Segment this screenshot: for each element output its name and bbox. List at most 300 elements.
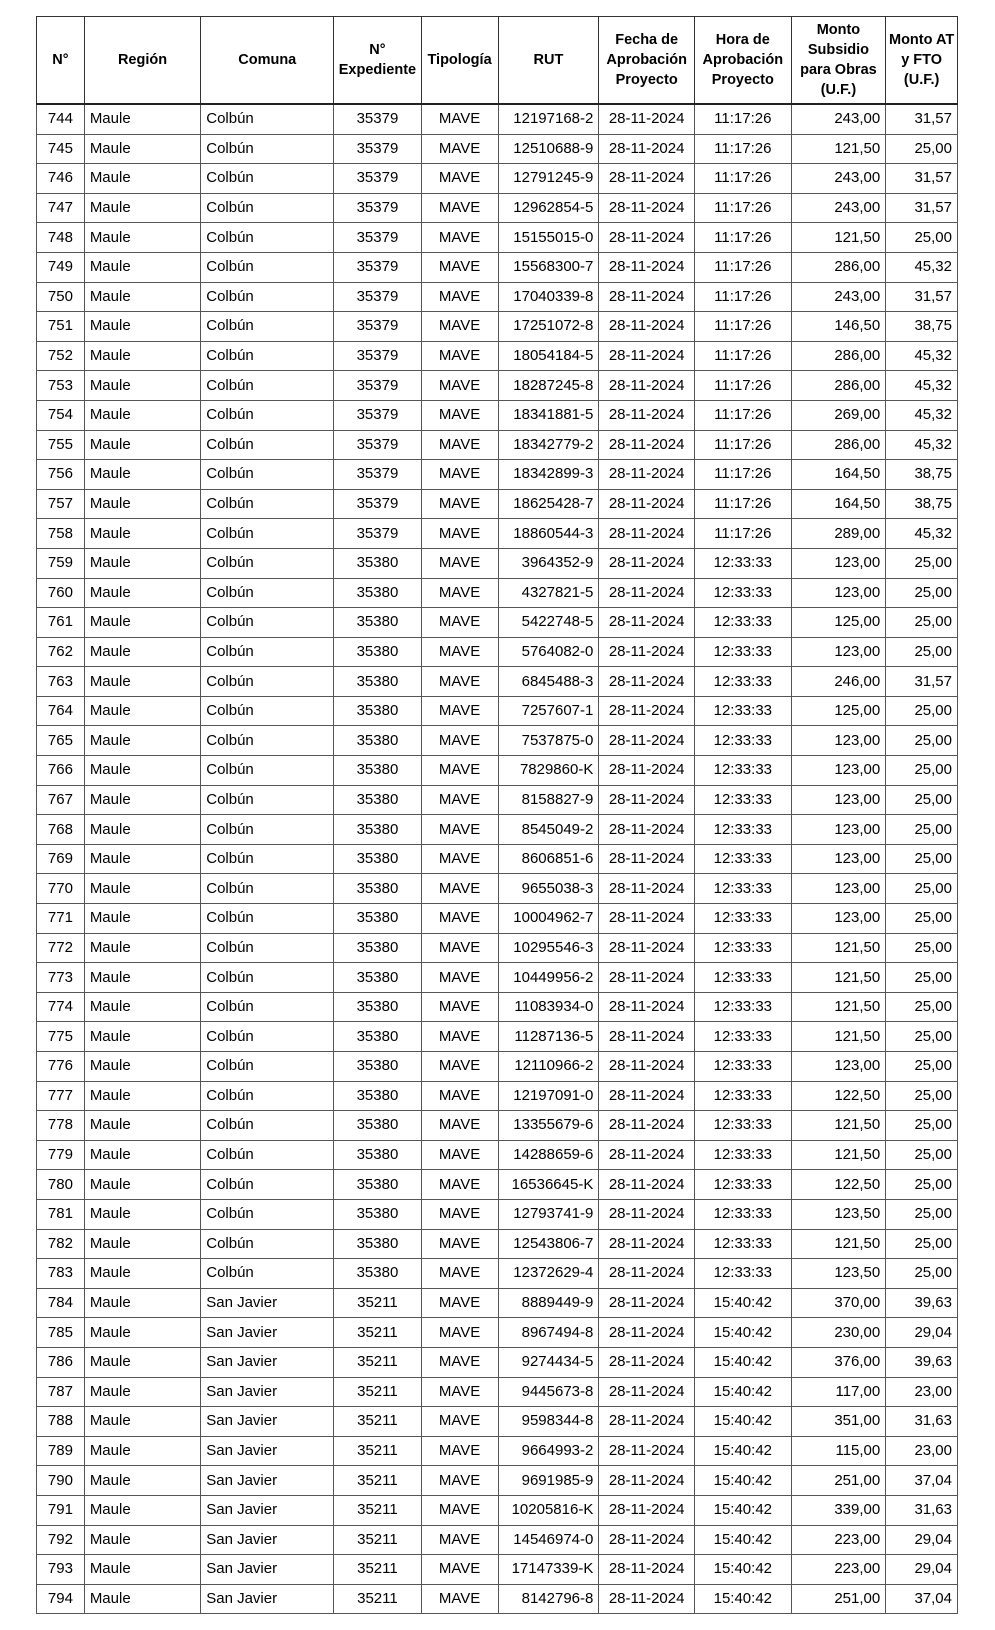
cell-numero: 790 (37, 1466, 85, 1496)
cell-comuna: Colbún (201, 430, 334, 460)
cell-tipologia: MAVE (421, 1111, 498, 1141)
cell-rut: 7829860-K (498, 756, 599, 786)
cell-hora: 12:33:33 (694, 815, 791, 845)
cell-hora: 12:33:33 (694, 608, 791, 638)
cell-monto-obras: 121,50 (791, 992, 886, 1022)
cell-tipologia: MAVE (421, 1288, 498, 1318)
cell-monto-obras: 123,00 (791, 756, 886, 786)
cell-monto-at: 39,63 (886, 1347, 958, 1377)
cell-hora: 12:33:33 (694, 933, 791, 963)
cell-tipologia: MAVE (421, 1436, 498, 1466)
table-row (37, 193, 958, 223)
cell-tipologia: MAVE (421, 1229, 498, 1259)
cell-fecha: 28-11-2024 (599, 667, 695, 697)
table-row (37, 1140, 958, 1170)
cell-tipologia: MAVE (421, 1407, 498, 1437)
cell-monto-at: 45,32 (886, 341, 958, 371)
table-row (37, 578, 958, 608)
cell-monto-obras: 125,00 (791, 608, 886, 638)
cell-rut: 18054184-5 (498, 341, 599, 371)
cell-monto-obras: 164,50 (791, 460, 886, 490)
cell-rut: 5422748-5 (498, 608, 599, 638)
cell-numero: 786 (37, 1347, 85, 1377)
cell-numero: 791 (37, 1495, 85, 1525)
cell-fecha: 28-11-2024 (599, 1347, 695, 1377)
cell-tipologia: MAVE (421, 726, 498, 756)
cell-numero: 758 (37, 519, 85, 549)
table-row (37, 223, 958, 253)
table-row (37, 874, 958, 904)
cell-expediente: 35380 (334, 785, 421, 815)
cell-monto-obras: 230,00 (791, 1318, 886, 1348)
table-row (37, 785, 958, 815)
cell-comuna: Colbún (201, 815, 334, 845)
cell-monto-at: 25,00 (886, 1052, 958, 1082)
cell-comuna: Colbún (201, 992, 334, 1022)
table-row (37, 252, 958, 282)
cell-rut: 12793741-9 (498, 1199, 599, 1229)
cell-tipologia: MAVE (421, 104, 498, 134)
cell-monto-obras: 117,00 (791, 1377, 886, 1407)
cell-fecha: 28-11-2024 (599, 726, 695, 756)
cell-expediente: 35380 (334, 1140, 421, 1170)
cell-expediente: 35211 (334, 1318, 421, 1348)
cell-comuna: Colbún (201, 1022, 334, 1052)
cell-numero: 775 (37, 1022, 85, 1052)
cell-region: Maule (84, 1140, 200, 1170)
cell-tipologia: MAVE (421, 1199, 498, 1229)
header-monto-at: Monto AT y FTO (U.F.) (886, 17, 958, 105)
cell-monto-obras: 123,50 (791, 1259, 886, 1289)
table-row (37, 1466, 958, 1496)
cell-region: Maule (84, 963, 200, 993)
cell-rut: 13355679-6 (498, 1111, 599, 1141)
cell-numero: 776 (37, 1052, 85, 1082)
cell-monto-at: 45,32 (886, 252, 958, 282)
cell-expediente: 35380 (334, 1199, 421, 1229)
cell-comuna: San Javier (201, 1407, 334, 1437)
cell-expediente: 35379 (334, 193, 421, 223)
cell-expediente: 35211 (334, 1377, 421, 1407)
cell-numero: 764 (37, 696, 85, 726)
cell-monto-at: 25,00 (886, 992, 958, 1022)
table-row (37, 312, 958, 342)
cell-monto-obras: 123,00 (791, 637, 886, 667)
cell-monto-obras: 289,00 (791, 519, 886, 549)
cell-numero: 783 (37, 1259, 85, 1289)
header-monto-obras: Monto Subsidio para Obras (U.F.) (791, 17, 886, 105)
cell-monto-at: 25,00 (886, 844, 958, 874)
cell-monto-at: 25,00 (886, 785, 958, 815)
cell-tipologia: MAVE (421, 1140, 498, 1170)
table-row (37, 1022, 958, 1052)
cell-hora: 11:17:26 (694, 519, 791, 549)
cell-numero: 778 (37, 1111, 85, 1141)
cell-rut: 8142796-8 (498, 1584, 599, 1614)
cell-hora: 11:17:26 (694, 371, 791, 401)
cell-rut: 17251072-8 (498, 312, 599, 342)
cell-monto-obras: 243,00 (791, 193, 886, 223)
cell-comuna: Colbún (201, 756, 334, 786)
cell-region: Maule (84, 1377, 200, 1407)
cell-rut: 7257607-1 (498, 696, 599, 726)
cell-tipologia: MAVE (421, 963, 498, 993)
cell-fecha: 28-11-2024 (599, 1229, 695, 1259)
cell-fecha: 28-11-2024 (599, 1584, 695, 1614)
cell-hora: 12:33:33 (694, 1229, 791, 1259)
cell-monto-obras: 121,50 (791, 1229, 886, 1259)
cell-region: Maule (84, 223, 200, 253)
cell-numero: 794 (37, 1584, 85, 1614)
cell-rut: 9598344-8 (498, 1407, 599, 1437)
table-row (37, 1199, 958, 1229)
cell-rut: 12510688-9 (498, 134, 599, 164)
cell-fecha: 28-11-2024 (599, 1199, 695, 1229)
cell-region: Maule (84, 1436, 200, 1466)
cell-expediente: 35379 (334, 430, 421, 460)
cell-rut: 17147339-K (498, 1555, 599, 1585)
cell-numero: 784 (37, 1288, 85, 1318)
table-row (37, 756, 958, 786)
cell-comuna: Colbún (201, 578, 334, 608)
cell-comuna: Colbún (201, 1170, 334, 1200)
cell-region: Maule (84, 667, 200, 697)
cell-monto-at: 25,00 (886, 548, 958, 578)
cell-comuna: San Javier (201, 1377, 334, 1407)
cell-hora: 12:33:33 (694, 726, 791, 756)
cell-region: Maule (84, 785, 200, 815)
cell-monto-at: 38,75 (886, 489, 958, 519)
cell-monto-at: 29,04 (886, 1318, 958, 1348)
cell-hora: 15:40:42 (694, 1525, 791, 1555)
cell-monto-at: 38,75 (886, 460, 958, 490)
cell-fecha: 28-11-2024 (599, 756, 695, 786)
cell-expediente: 35380 (334, 756, 421, 786)
cell-numero: 744 (37, 104, 85, 134)
cell-rut: 3964352-9 (498, 548, 599, 578)
cell-tipologia: MAVE (421, 785, 498, 815)
cell-monto-obras: 123,00 (791, 578, 886, 608)
cell-numero: 751 (37, 312, 85, 342)
cell-numero: 761 (37, 608, 85, 638)
cell-numero: 755 (37, 430, 85, 460)
cell-comuna: Colbún (201, 282, 334, 312)
cell-monto-at: 39,63 (886, 1288, 958, 1318)
cell-rut: 12372629-4 (498, 1259, 599, 1289)
cell-rut: 10205816-K (498, 1495, 599, 1525)
cell-hora: 12:33:33 (694, 1111, 791, 1141)
header-expediente: N° Expediente (334, 17, 421, 105)
cell-expediente: 35379 (334, 489, 421, 519)
cell-tipologia: MAVE (421, 1081, 498, 1111)
cell-region: Maule (84, 904, 200, 934)
cell-tipologia: MAVE (421, 489, 498, 519)
cell-fecha: 28-11-2024 (599, 1081, 695, 1111)
cell-monto-at: 25,00 (886, 637, 958, 667)
cell-rut: 18342899-3 (498, 460, 599, 490)
cell-region: Maule (84, 1111, 200, 1141)
cell-fecha: 28-11-2024 (599, 1555, 695, 1585)
cell-region: Maule (84, 282, 200, 312)
cell-expediente: 35380 (334, 1229, 421, 1259)
cell-rut: 10449956-2 (498, 963, 599, 993)
cell-region: Maule (84, 726, 200, 756)
cell-rut: 9655038-3 (498, 874, 599, 904)
cell-region: Maule (84, 312, 200, 342)
cell-numero: 749 (37, 252, 85, 282)
cell-monto-at: 45,32 (886, 519, 958, 549)
cell-comuna: Colbún (201, 1140, 334, 1170)
cell-monto-at: 25,00 (886, 1170, 958, 1200)
cell-region: Maule (84, 341, 200, 371)
cell-monto-obras: 123,00 (791, 815, 886, 845)
cell-monto-at: 38,75 (886, 312, 958, 342)
cell-region: Maule (84, 252, 200, 282)
cell-rut: 9691985-9 (498, 1466, 599, 1496)
cell-expediente: 35379 (334, 223, 421, 253)
table-row (37, 104, 958, 134)
cell-hora: 15:40:42 (694, 1466, 791, 1496)
cell-monto-at: 31,63 (886, 1407, 958, 1437)
cell-hora: 12:33:33 (694, 1022, 791, 1052)
cell-comuna: Colbún (201, 904, 334, 934)
cell-hora: 11:17:26 (694, 430, 791, 460)
cell-region: Maule (84, 519, 200, 549)
table-row (37, 844, 958, 874)
cell-fecha: 28-11-2024 (599, 489, 695, 519)
cell-comuna: Colbún (201, 252, 334, 282)
cell-expediente: 35380 (334, 578, 421, 608)
cell-expediente: 35380 (334, 726, 421, 756)
cell-expediente: 35380 (334, 992, 421, 1022)
cell-expediente: 35379 (334, 282, 421, 312)
cell-rut: 10004962-7 (498, 904, 599, 934)
cell-hora: 11:17:26 (694, 193, 791, 223)
cell-expediente: 35211 (334, 1525, 421, 1555)
cell-monto-obras: 251,00 (791, 1466, 886, 1496)
cell-fecha: 28-11-2024 (599, 252, 695, 282)
cell-monto-at: 25,00 (886, 608, 958, 638)
cell-numero: 782 (37, 1229, 85, 1259)
cell-numero: 766 (37, 756, 85, 786)
cell-fecha: 28-11-2024 (599, 1052, 695, 1082)
cell-tipologia: MAVE (421, 1525, 498, 1555)
table-row (37, 963, 958, 993)
cell-monto-obras: 123,00 (791, 726, 886, 756)
cell-rut: 12791245-9 (498, 164, 599, 194)
cell-monto-obras: 123,00 (791, 1052, 886, 1082)
table-body (37, 104, 958, 1614)
cell-comuna: Colbún (201, 548, 334, 578)
cell-fecha: 28-11-2024 (599, 430, 695, 460)
cell-expediente: 35379 (334, 371, 421, 401)
cell-tipologia: MAVE (421, 904, 498, 934)
cell-comuna: Colbún (201, 726, 334, 756)
table-row (37, 1436, 958, 1466)
cell-monto-at: 25,00 (886, 963, 958, 993)
cell-region: Maule (84, 844, 200, 874)
cell-tipologia: MAVE (421, 223, 498, 253)
cell-numero: 756 (37, 460, 85, 490)
cell-monto-obras: 251,00 (791, 1584, 886, 1614)
cell-rut: 14546974-0 (498, 1525, 599, 1555)
cell-expediente: 35380 (334, 815, 421, 845)
cell-region: Maule (84, 1466, 200, 1496)
cell-numero: 747 (37, 193, 85, 223)
cell-numero: 750 (37, 282, 85, 312)
cell-comuna: Colbún (201, 400, 334, 430)
cell-fecha: 28-11-2024 (599, 1318, 695, 1348)
cell-comuna: Colbún (201, 223, 334, 253)
cell-comuna: Colbún (201, 164, 334, 194)
cell-fecha: 28-11-2024 (599, 371, 695, 401)
cell-fecha: 28-11-2024 (599, 1111, 695, 1141)
cell-hora: 15:40:42 (694, 1584, 791, 1614)
cell-hora: 15:40:42 (694, 1436, 791, 1466)
cell-hora: 12:33:33 (694, 578, 791, 608)
cell-tipologia: MAVE (421, 400, 498, 430)
cell-monto-obras: 123,00 (791, 844, 886, 874)
cell-numero: 774 (37, 992, 85, 1022)
cell-rut: 17040339-8 (498, 282, 599, 312)
cell-monto-at: 25,00 (886, 1229, 958, 1259)
table-row (37, 1111, 958, 1141)
cell-hora: 15:40:42 (694, 1555, 791, 1585)
cell-hora: 11:17:26 (694, 252, 791, 282)
cell-numero: 773 (37, 963, 85, 993)
cell-rut: 16536645-K (498, 1170, 599, 1200)
cell-comuna: San Javier (201, 1525, 334, 1555)
cell-expediente: 35211 (334, 1407, 421, 1437)
cell-tipologia: MAVE (421, 312, 498, 342)
cell-region: Maule (84, 193, 200, 223)
cell-monto-at: 45,32 (886, 400, 958, 430)
cell-fecha: 28-11-2024 (599, 223, 695, 253)
cell-numero: 787 (37, 1377, 85, 1407)
cell-tipologia: MAVE (421, 282, 498, 312)
cell-expediente: 35380 (334, 874, 421, 904)
cell-region: Maule (84, 1584, 200, 1614)
cell-numero: 746 (37, 164, 85, 194)
cell-comuna: Colbún (201, 1111, 334, 1141)
cell-region: Maule (84, 756, 200, 786)
cell-hora: 12:33:33 (694, 1052, 791, 1082)
cell-comuna: Colbún (201, 312, 334, 342)
cell-monto-at: 25,00 (886, 696, 958, 726)
cell-monto-obras: 123,00 (791, 904, 886, 934)
cell-hora: 12:33:33 (694, 637, 791, 667)
cell-region: Maule (84, 1347, 200, 1377)
cell-fecha: 28-11-2024 (599, 815, 695, 845)
cell-hora: 12:33:33 (694, 992, 791, 1022)
cell-rut: 18625428-7 (498, 489, 599, 519)
table-row (37, 341, 958, 371)
cell-expediente: 35211 (334, 1347, 421, 1377)
cell-fecha: 28-11-2024 (599, 193, 695, 223)
cell-region: Maule (84, 134, 200, 164)
cell-comuna: Colbún (201, 667, 334, 697)
cell-monto-at: 25,00 (886, 1111, 958, 1141)
cell-fecha: 28-11-2024 (599, 460, 695, 490)
cell-rut: 9445673-8 (498, 1377, 599, 1407)
cell-monto-obras: 122,50 (791, 1081, 886, 1111)
table-row (37, 460, 958, 490)
cell-comuna: Colbún (201, 193, 334, 223)
cell-monto-obras: 223,00 (791, 1525, 886, 1555)
cell-monto-obras: 243,00 (791, 164, 886, 194)
cell-region: Maule (84, 104, 200, 134)
cell-hora: 15:40:42 (694, 1495, 791, 1525)
cell-monto-at: 31,57 (886, 104, 958, 134)
table-row (37, 608, 958, 638)
cell-monto-at: 25,00 (886, 134, 958, 164)
cell-numero: 793 (37, 1555, 85, 1585)
cell-monto-obras: 376,00 (791, 1347, 886, 1377)
cell-expediente: 35379 (334, 460, 421, 490)
table-row (37, 1052, 958, 1082)
cell-comuna: Colbún (201, 608, 334, 638)
cell-fecha: 28-11-2024 (599, 400, 695, 430)
table-row (37, 1377, 958, 1407)
cell-comuna: Colbún (201, 519, 334, 549)
cell-region: Maule (84, 1259, 200, 1289)
cell-rut: 12962854-5 (498, 193, 599, 223)
cell-numero: 760 (37, 578, 85, 608)
cell-monto-at: 31,57 (886, 667, 958, 697)
cell-expediente: 35211 (334, 1584, 421, 1614)
cell-expediente: 35379 (334, 252, 421, 282)
cell-fecha: 28-11-2024 (599, 963, 695, 993)
table-row (37, 904, 958, 934)
cell-hora: 12:33:33 (694, 548, 791, 578)
cell-monto-at: 31,57 (886, 193, 958, 223)
cell-hora: 15:40:42 (694, 1377, 791, 1407)
cell-region: Maule (84, 1288, 200, 1318)
cell-rut: 8158827-9 (498, 785, 599, 815)
cell-hora: 12:33:33 (694, 1081, 791, 1111)
cell-rut: 18860544-3 (498, 519, 599, 549)
cell-hora: 11:17:26 (694, 134, 791, 164)
cell-monto-at: 29,04 (886, 1555, 958, 1585)
cell-numero: 769 (37, 844, 85, 874)
table-row (37, 667, 958, 697)
cell-monto-obras: 351,00 (791, 1407, 886, 1437)
cell-rut: 8967494-8 (498, 1318, 599, 1348)
table-row (37, 1229, 958, 1259)
cell-tipologia: MAVE (421, 1377, 498, 1407)
cell-hora: 12:33:33 (694, 1170, 791, 1200)
header-rut: RUT (498, 17, 599, 105)
cell-region: Maule (84, 1081, 200, 1111)
cell-monto-at: 37,04 (886, 1466, 958, 1496)
cell-numero: 792 (37, 1525, 85, 1555)
cell-region: Maule (84, 1525, 200, 1555)
cell-rut: 15568300-7 (498, 252, 599, 282)
cell-tipologia: MAVE (421, 844, 498, 874)
cell-region: Maule (84, 164, 200, 194)
table-row (37, 134, 958, 164)
cell-monto-obras: 121,50 (791, 223, 886, 253)
cell-monto-obras: 243,00 (791, 282, 886, 312)
table-row (37, 371, 958, 401)
cell-fecha: 28-11-2024 (599, 282, 695, 312)
cell-numero: 780 (37, 1170, 85, 1200)
cell-comuna: Colbún (201, 371, 334, 401)
cell-fecha: 28-11-2024 (599, 1466, 695, 1496)
cell-tipologia: MAVE (421, 519, 498, 549)
cell-numero: 752 (37, 341, 85, 371)
cell-hora: 12:33:33 (694, 696, 791, 726)
